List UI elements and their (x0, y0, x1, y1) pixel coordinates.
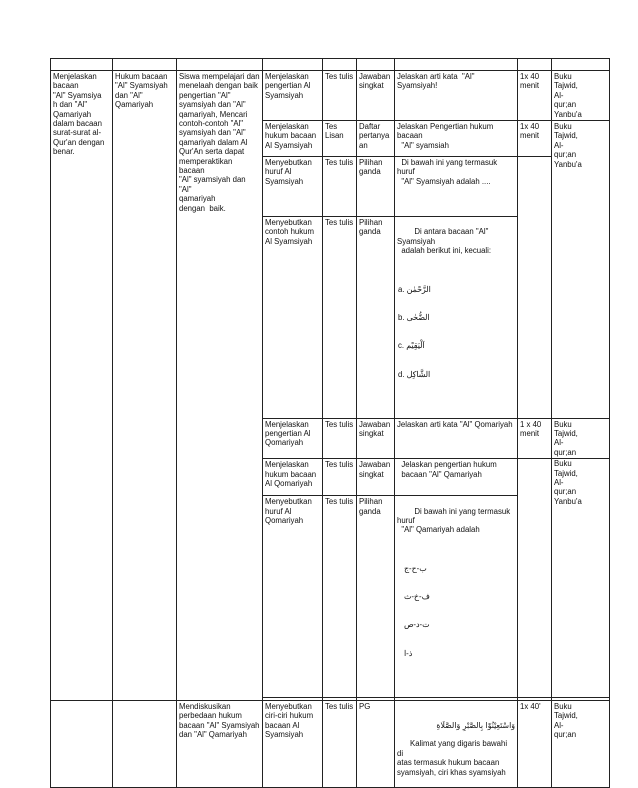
form-cell: Daftar pertanya an (357, 121, 395, 157)
assessment-table (50, 58, 610, 788)
material-cell (113, 700, 177, 788)
table-row (51, 71, 610, 121)
question-cell (395, 700, 518, 788)
question-text: Di bawah ini yang termasuk huruf "Al" Qamariyah adalah (397, 506, 511, 535)
time-cell: 1x 40 menit (518, 121, 552, 157)
time-cell (518, 459, 552, 698)
technique-cell: Tes tulis (323, 418, 357, 459)
indicator-cell: Menyebutkan huruf Al Syamsiyah (263, 157, 323, 217)
indicator-cell: Menyebutkan ciri-ciri hukum bacaan Al Syamsiyah (263, 700, 323, 788)
option-1: ب-ح-ج (404, 564, 427, 574)
option-d: d. الشَّاكِل (398, 369, 431, 379)
answer-options (397, 266, 515, 398)
option-2: ف-خ-ث (404, 592, 430, 602)
form-cell: Pilihan ganda (357, 157, 395, 217)
form-cell: Pilihan ganda (357, 496, 395, 698)
option-c: c. اَلْيَقِيْم (398, 341, 425, 351)
technique-cell: Tes Lisan (323, 121, 357, 157)
indicator-cell: Menyebutkan contoh hukum Al Syamsiyah (263, 217, 323, 419)
option-3: ت-د-ص (404, 620, 430, 630)
indicator-cell: Menjelaskan pengertian Al Qomariyah (263, 418, 323, 459)
indicator-cell: Menyebutkan huruf Al Qomariyah (263, 496, 323, 698)
competency-cell: Menjelaskan bacaan "Al" Syamsiya h dan "Al" Qamariyah dalam bacaan surat-surat al- Qur'an dengan benar. (51, 71, 113, 701)
time-cell: 1x 40 menit (518, 71, 552, 121)
time-cell (518, 157, 552, 419)
form-cell: PG (357, 700, 395, 788)
indicator-cell: Menjelaskan pengertian Al Syamsiyah (263, 71, 323, 121)
form-cell: Jawaban singkat (357, 418, 395, 459)
time-cell: 1 x 40 menit (518, 418, 552, 459)
question-cell: Jelaskan pengertian hukum bacaan "Al" Qamariyah (395, 459, 518, 496)
question-text: Di antara bacaan "Al" Syamsiyah adalah berikut ini, kecuali: (397, 227, 492, 256)
technique-cell: Tes tulis (323, 459, 357, 496)
question-cell: Jelaskan arti kata "Al" Qomariyah (395, 418, 518, 459)
source-cell: Buku Tajwid, Al- qur;an Yanbu'a (552, 71, 610, 121)
form-cell: Jawaban singkat (357, 71, 395, 121)
option-4: ذ-ا (404, 648, 413, 658)
time-cell: 1x 40' (518, 700, 552, 788)
source-cell: Buku Tajwid, Al- qur;an (552, 700, 610, 788)
arabic-verse: وَاسْتَعِيْنُوْا بِالصَّبْرِ وَالصَّلَاةِ (436, 720, 515, 730)
table-row (51, 700, 610, 788)
option-a: a. الرَّحْمٰن (398, 284, 431, 294)
technique-cell: Tes tulis (323, 700, 357, 788)
competency-cell (51, 700, 113, 788)
question-cell: Di bawah ini yang termasuk huruf "Al" Syamsiyah adalah .... (395, 157, 518, 217)
technique-cell: Tes tulis (323, 496, 357, 698)
question-cell (395, 217, 518, 419)
form-cell: Jawaban singkat (357, 459, 395, 496)
answer-options (397, 545, 515, 677)
learning-activity-cell: Mendiskusikan perbedaan hukum bacaan "Al" Syamsiyah dan "Al" Qamariyah (177, 700, 263, 788)
form-cell: Pilihan ganda (357, 217, 395, 419)
material-cell: Hukum bacaan "Al" Syamsiyah dan "Al" Qamariyah (113, 71, 177, 701)
technique-cell: Tes tulis (323, 217, 357, 419)
question-cell: Jelaskan arti kata "Al" Syamsiyah! (395, 71, 518, 121)
question-text: Kalimat yang digaris bawahi di atas termasuk hukum bacaan syamsiyah, ciri khas syamsiyah (397, 739, 508, 777)
source-cell: Buku Tajwid, Al- qur;an Yanbu'a (552, 121, 610, 419)
technique-cell: Tes tulis (323, 71, 357, 121)
header-row (51, 59, 610, 71)
indicator-cell: Menjelaskan hukum bacaan Al Qomariyah (263, 459, 323, 496)
option-b: b. الضُّحٰى (398, 313, 430, 323)
technique-cell: Tes tulis (323, 157, 357, 217)
source-cell: Buku Tajwid, Al- qur;an (552, 418, 610, 459)
question-cell: Jelaskan Pengertian hukum bacaan "Al" syamsiah (395, 121, 518, 157)
question-cell (395, 496, 518, 698)
learning-activity-cell: Siswa mempelajari dan menelaah dengan baik pengertian "Al" syamsiyah dan "Al" qamariyah, Mencari contoh-contoh "Al" syamsiyah dan "Al" qamariyah dalam Al Qur'An serta dapat memperaktikan bacaan "Al" syamsiyah dan "Al" qamariyah dengan baik. (177, 71, 263, 701)
source-cell: Buku Tajwid, Al- qur;an Yanbu'a (552, 459, 610, 698)
indicator-cell: Menjelaskan hukum bacaan Al Syamsiyah (263, 121, 323, 157)
